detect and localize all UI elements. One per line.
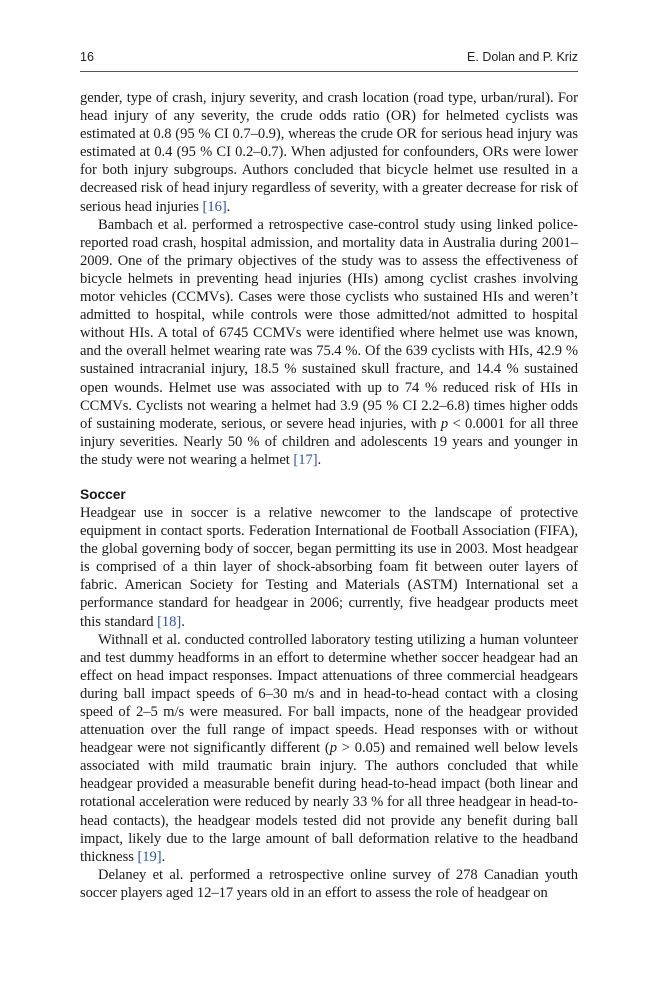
citation-link[interactable]: [17] <box>293 451 318 468</box>
citation-link[interactable]: [19] <box>137 848 162 865</box>
text-run: . <box>226 198 231 215</box>
section-heading-soccer <box>80 486 578 504</box>
text-run: gender, type of crash, injury severity, and crash location (road type, urban/rural). For head injury of any severity, the crude odds ratio (OR) for helmeted cyclists was estimated at 0.8 (95 % CI 0.7–0.9), whereas the crude OR for serious head injury was estimated at 0.4 (95 % CI 0.2–0.7). When adjusted for confounders, ORs were lower for both injury subgroups. Authors concluded that bicycle helmet use resulted in a decreased risk of head injury regardless of severity, with a greater decrease for risk of serious head injuries <box>80 90 578 215</box>
text-run: > 0.05) and remained well below levels associated with mild traumatic brain injury. The authors concluded that while headgear provided a measurable benefit during head-to-head impact (both linear and rotational acceleration were reduced by nearly 33 % for all three headgear in head-to-head contacts), the headgear models tested did not provide any benefit during ball impact, likely due to the large amount of ball deformation relative to the headband thickness <box>80 740 578 865</box>
text-run: Bambach et al. performed a retrospective case-control study using linked police-reported road crash, hospital admission, and mortality data in Australia during 2001–2009. One of the primary objectives of the study was to assess the effectiveness of bicycle helmets in preventing head injuries (HIs) among cyclist crashes involving motor vehicles (CCMVs). Cases were those cyclists who sustained HIs and weren’t admitted to hospital, while controls were those admitted/not admitted to hospital without HIs. A total of 6745 CCMVs were identified where helmet use was known, and the overall helmet wearing rate was 75.4 %. Of the 639 cyclists with HIs, 42.9 % sustained intracranial injury, 18.5 % sustained skull fracture, and 14.4 % sustained open wounds. Helmet use was associated with up to 74 % reduced risk of HIs in CCMVs. Cyclists not wearing a helmet had 3.9 (95 % CI 2.2–6.8) times higher odds of sustaining moderate, serious, or severe head injuries, with <box>80 216 578 432</box>
running-head-authors: E. Dolan and P. Kriz <box>467 50 578 64</box>
body-text <box>80 89 578 902</box>
page-number: 16 <box>80 50 94 64</box>
italic-symbol: p <box>440 415 449 432</box>
text-run: . <box>317 451 322 468</box>
paragraph-p4 <box>80 631 578 866</box>
text-run: Withnall et al. conducted controlled laboratory testing utilizing a human volunteer and test dummy headforms in an effort to determine whether soccer headgear had an effect on head impact responses. Impact attenuations of three commercial headgears during ball impact speeds of 6–30 m/s and in head-to-head contact with a closing speed of 2–5 m/s were measured. For ball impacts, none of the headgear provided attenuation over the full range of impact speeds. Head responses with or without headgear were not significantly different ( <box>80 631 578 757</box>
paragraph-p5 <box>80 866 578 902</box>
text-run: < 0.0001 for all three injury severities. Nearly 50 % of children and adolescents 19 years and younger in the study were not wearing a helmet <box>80 415 578 468</box>
text-run: Delaney et al. performed a retrospective online survey of 278 Canadian youth soccer players aged 12–17 years old in an effort to assess the role of headgear on <box>80 866 578 901</box>
paragraph-p2 <box>80 216 578 469</box>
paragraph-p1 <box>80 89 578 216</box>
text-run: . <box>161 848 166 865</box>
text-run: Soccer <box>80 486 126 502</box>
text-run: . <box>181 613 185 630</box>
italic-symbol: p <box>329 740 337 757</box>
text-run: Headgear use in soccer is a relative newcomer to the landscape of protective equipment in contact sports. Federation International de Football Association (FIFA), the global governing body of soccer, began permitting its use in 2003. Most headgear is comprised of a thin layer of shock-absorbing foam fit between outer layers of fabric. American Society for Testing and Materials (ASTM) International set a performance standard for headgear in 2006; currently, five headgear products meet this standard <box>80 504 578 630</box>
header-rule <box>80 71 578 72</box>
paragraph-p3 <box>80 504 578 631</box>
running-header <box>80 50 578 64</box>
citation-link[interactable]: [18] <box>157 613 182 630</box>
citation-link[interactable]: [16] <box>202 198 227 215</box>
